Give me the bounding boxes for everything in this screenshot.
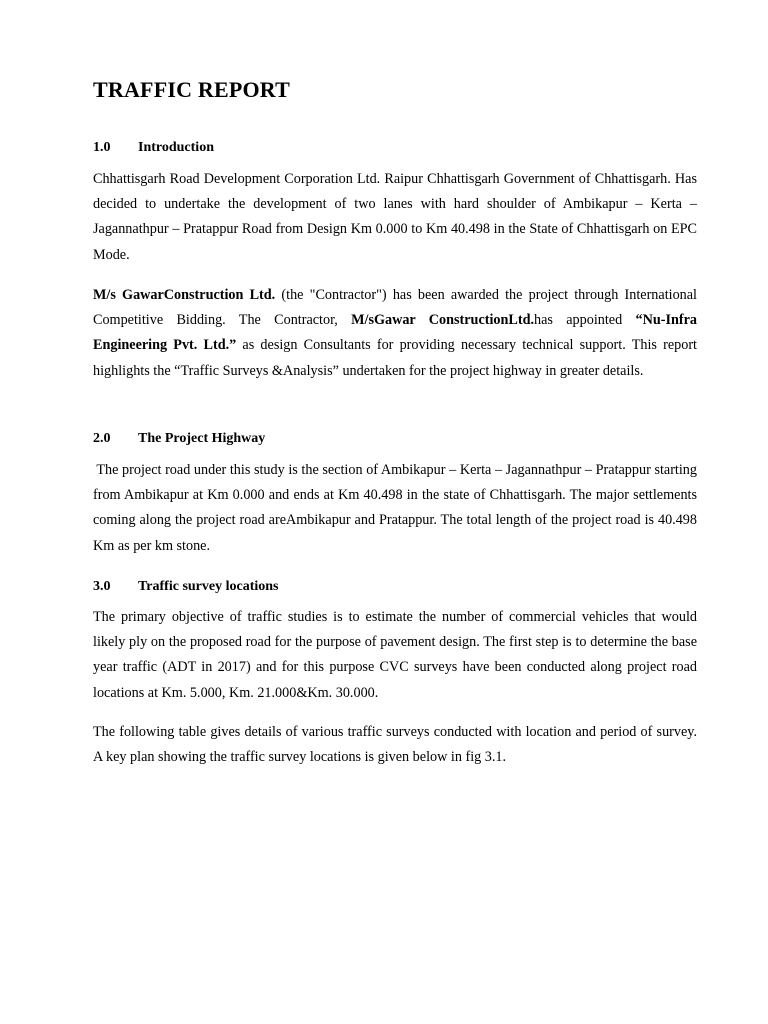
traffic-survey-paragraph-1: The primary objective of traffic studies is to estimate the number of commercial vehicles that would likely ply on the proposed road for the purpose of pavement design. The first step is to determine the base year traffic (ADT in 2017) and for this purpose CVC surveys have been conducted along project road locations at Km. 5.000, Km. 21.000&Km. 30.000. (93, 609, 697, 701)
paragraph-text: The project road under this study is the section of Ambikapur – Kerta – Jagannathpur – Pratappur starting from Ambikapur at Km 0.000 and ends at Km 40.498 in the state of Chhattisgarh. The major settlements coming along the project road areAmbikapur and Pratappur. The total length of the project road is 40.498 Km as per km stone. (93, 462, 697, 554)
section-number: 1.0 (93, 140, 111, 155)
consultant-name: “Nu-Infra Engineering Pvt. Ltd.” (93, 312, 697, 354)
project-highway-paragraph (93, 458, 697, 559)
section-heading-introduction (93, 140, 214, 156)
paragraph-text: as design Consultants for providing necessary technical support. This report highlights the “Traffic Surveys &Analysis” undertaken for the project highway in greater details. (93, 337, 697, 379)
section-heading-project-highway (93, 431, 265, 447)
section-number: 3.0 (93, 579, 111, 594)
introduction-paragraph-1: Chhattisgarh Road Development Corporation Ltd. Raipur Chhattisgarh Government of Chhattisgarh. Has decided to undertake the development of two lanes with hard shoulder of Ambikapur – Kerta – Jagannathpur – Pratappur Road from Design Km 0.000 to Km 40.498 in the State of Chhattisgarh on EPC Mode. (93, 171, 697, 263)
contractor-name-2: M/sGawar ConstructionLtd. (351, 312, 535, 329)
report-title: TRAFFIC REPORT (93, 77, 290, 102)
contractor-name: M/s GawarConstruction Ltd. (93, 287, 276, 303)
introduction-paragraph-2 (93, 283, 697, 384)
section-heading-traffic-survey-locations (93, 579, 279, 595)
section-number: 2.0 (93, 431, 111, 446)
section-title: Introduction (138, 140, 214, 155)
paragraph-text: (the "Contractor") has been awarded the project through International Competitive Bidding. The Contractor, (93, 287, 698, 329)
section-title: The Project Highway (138, 431, 266, 446)
paragraph-text: has appointed (534, 312, 636, 329)
traffic-survey-paragraph-2: The following table gives details of various traffic surveys conducted with location and period of survey. A key plan showing the traffic survey locations is given below in fig 3.1. (93, 724, 697, 766)
section-title: Traffic survey locations (138, 579, 279, 594)
